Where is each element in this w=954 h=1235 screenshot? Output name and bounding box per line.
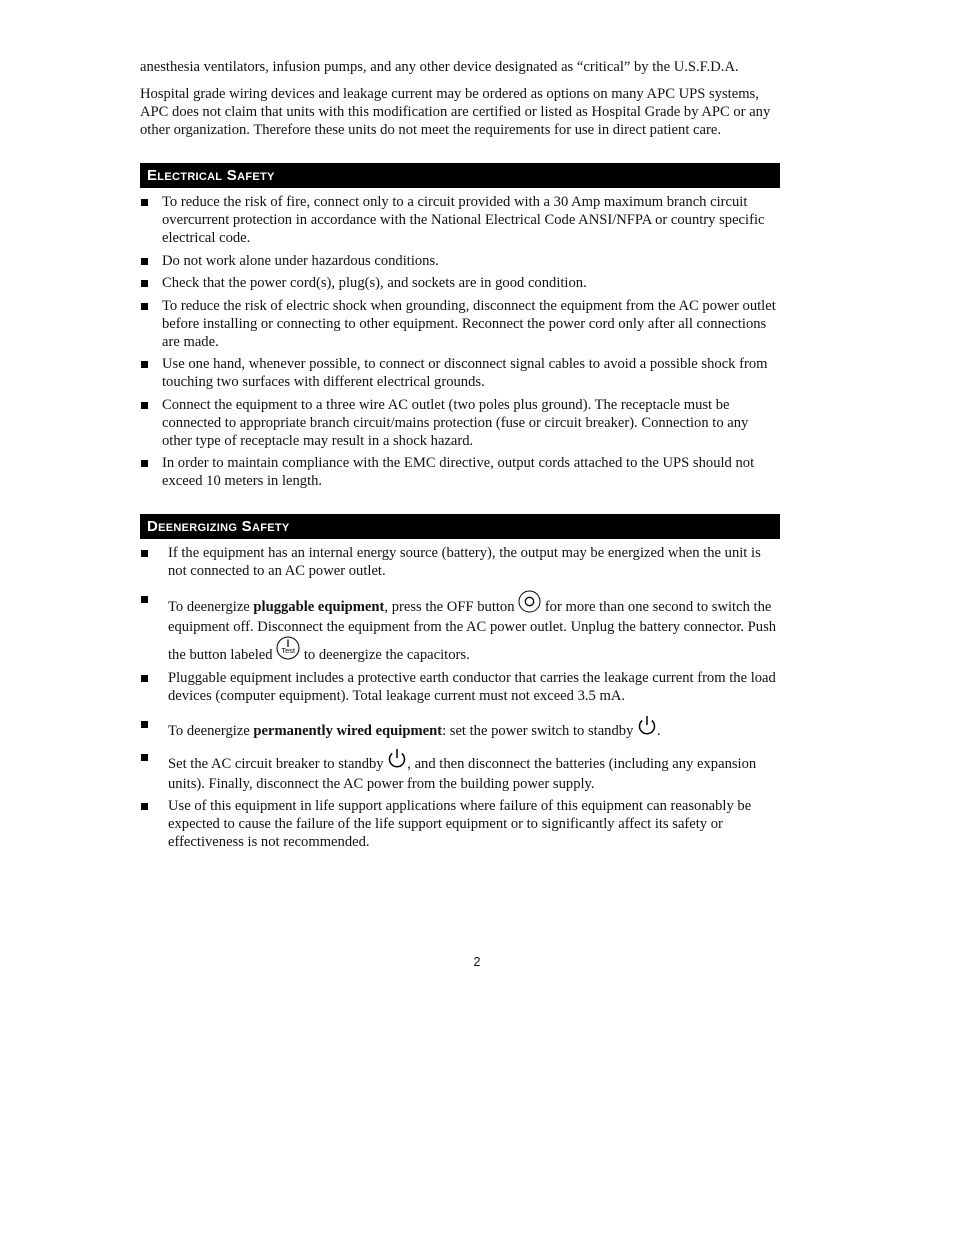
off-button-icon (518, 590, 541, 618)
bullet-icon (141, 596, 148, 603)
bullet-icon (141, 675, 148, 682)
list-item: Use of this equipment in life support applications where failure of this equipment can reasonably be expected to cause the failure of the life support equipment or to significantly affect its safety or effectiveness is not recommended. (140, 797, 780, 851)
bullet-icon (141, 361, 148, 368)
bullet-icon (141, 803, 148, 810)
electrical-safety-list (140, 193, 780, 490)
deenergizing-safety-list (140, 544, 780, 851)
list-item: Do not work alone under hazardous conditions. (140, 252, 780, 270)
list-item: To deenergize permanently wired equipment: set the power switch to standby . (140, 715, 780, 742)
bullet-icon (141, 460, 148, 467)
bullet-icon (141, 280, 148, 287)
list-item: Connect the equipment to a three wire AC outlet (two poles plus ground). The receptacle must be connected to appropriate branch circuit/mains protection (fuse or circuit breaker). Connection to any other type of receptacle may result in a shock hazard. (140, 396, 780, 450)
list-item: In order to maintain compliance with the EMC directive, output cords attached to the UPS should not exceed 10 meters in length. (140, 454, 780, 490)
bullet-icon (141, 199, 148, 206)
page-number: 2 (473, 955, 481, 969)
deenergizing-safety-heading: Deenergizing Safety (140, 514, 780, 539)
test-label: Test (281, 646, 296, 655)
intro-paragraph-1: anesthesia ventilators, infusion pumps, and any other device designated as “critical” by the U.S.F.D.A. (140, 59, 739, 75)
bullet-icon (141, 402, 148, 409)
list-item: To deenergize pluggable equipment, press the OFF button for more than one second to switch the equipment off. Disconnect the equipment from the AC power outlet. Unplug the battery connector. Push the button labeled Test to deenergize the capacitors. (140, 590, 780, 664)
list-item: Set the AC circuit breaker to standby , and then disconnect the batteries (including any expansion units). Finally, disconnect the AC power from the building power supply. (140, 748, 780, 793)
bullet-icon (141, 258, 148, 265)
electrical-safety-heading: Electrical Safety (140, 163, 780, 188)
list-item: Check that the power cord(s), plug(s), and sockets are in good condition. (140, 274, 780, 292)
list-item: Use one hand, whenever possible, to connect or disconnect signal cables to avoid a possible shock from touching two surfaces with different electrical grounds. (140, 355, 780, 391)
list-item: To reduce the risk of fire, connect only to a circuit provided with a 30 Amp maximum branch circuit overcurrent protection in accordance with the National Electrical Code ANSI/NFPA or country specific electrical code. (140, 193, 780, 247)
standby-power-icon (637, 715, 657, 742)
test-button-icon (276, 636, 300, 660)
list-item: To reduce the risk of electric shock when grounding, disconnect the equipment from the AC power outlet before installing or connecting to other equipment. Reconnect the power cord only after all connections are made. (140, 297, 780, 351)
intro-paragraph-2: Hospital grade wiring devices and leakage current may be ordered as options on many APC UPS systems, APC does not claim that units with this modification are certified or listed as Hospital Grade by APC or any other organization. Therefore these units do not meet the requirements for use in direct patient care. (140, 86, 771, 138)
bullet-icon (141, 721, 148, 728)
bullet-icon (141, 550, 148, 557)
bullet-icon (141, 754, 148, 761)
standby-power-icon (387, 748, 407, 775)
bullet-icon (141, 303, 148, 310)
list-item: Pluggable equipment includes a protective earth conductor that carries the leakage current from the load devices (computer equipment). Total leakage current must not exceed 3.5 mA. (140, 669, 780, 705)
document-page (140, 58, 780, 856)
list-item: If the equipment has an internal energy source (battery), the output may be energized when the unit is not connected to an AC power outlet. (140, 544, 780, 580)
